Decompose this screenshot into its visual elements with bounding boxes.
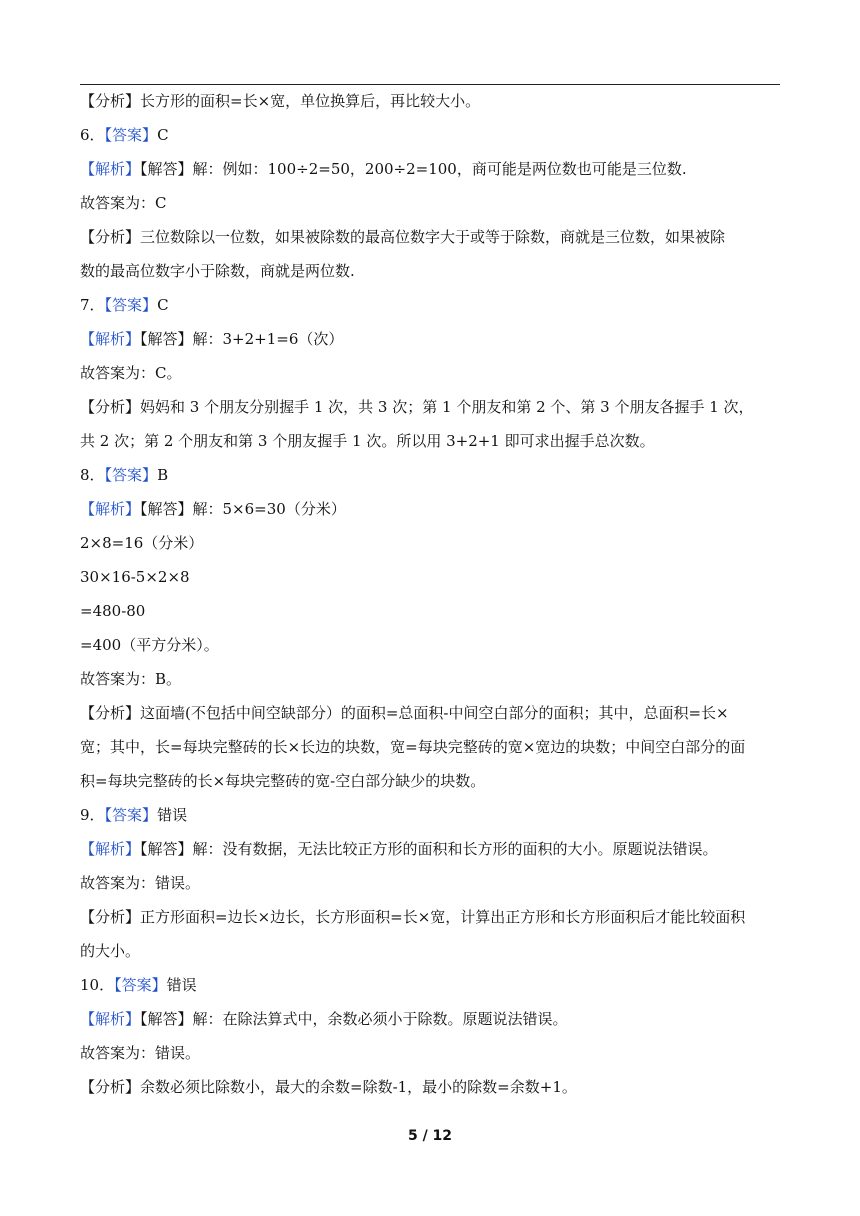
text-line: 宽；其中，长=每块完整砖的长×长边的块数，宽=每块完整砖的宽×宽边的块数；中间空白部分的面	[80, 738, 746, 756]
solution-line	[80, 322, 780, 356]
document-body	[80, 84, 780, 1104]
answer-line	[80, 458, 780, 492]
answer-tag: 【答案】	[114, 976, 167, 994]
analysis-tag: 【解析】	[80, 840, 141, 858]
text-line: 【分析】妈妈和 3 个朋友分别握手 1 次，共 3 次；第 1 个朋友和第 2 个、第 3 个朋友各握手 1 次，	[80, 398, 754, 416]
solution-line	[80, 152, 780, 186]
solution-line	[80, 1002, 780, 1036]
answer-tag: 【答案】	[104, 126, 158, 144]
text-line: 【分析】这面墙(不包括中间空缺部分）的面积=总面积-中间空白部分的面积；其中，总面积=长×	[80, 704, 729, 722]
text-line: 故答案为：B。	[80, 670, 182, 688]
text-line: 积=每块完整砖的长×每块完整砖的宽-空白部分缺少的块数。	[80, 772, 486, 790]
solution-text: 【解答】解：3+2+1=6（次）	[140, 330, 344, 348]
answer-tag: 【答案】	[104, 296, 158, 314]
answer-tag: 【答案】	[104, 466, 158, 484]
question-number: 9．	[80, 806, 105, 824]
text-line: 故答案为：C。	[80, 364, 182, 382]
solution-text: 【解答】解：5×6=30（分米）	[140, 500, 346, 518]
text-line: 故答案为：C	[80, 194, 167, 212]
answer-value: 错误	[157, 806, 188, 824]
analysis-tag: 【解析】	[80, 1010, 141, 1028]
question-number: 6．	[80, 126, 105, 144]
text-line: 【分析】长方形的面积=长×宽，单位换算后，再比较大小。	[80, 92, 481, 110]
answer-value: B	[157, 466, 169, 484]
answer-value: C	[157, 296, 169, 314]
solution-text: 【解答】解：例如：100÷2=50，200÷2=100，商可能是两位数也可能是三位数.	[140, 160, 687, 178]
analysis-tag: 【解析】	[80, 160, 141, 178]
analysis-tag: 【解析】	[80, 500, 141, 518]
text-line: 【分析】正方形面积=边长×边长，长方形面积=长×宽，计算出正方形和长方形面积后才能比较面积	[80, 908, 746, 926]
text-line: 2×8=16（分米）	[80, 534, 204, 552]
analysis-tag: 【解析】	[80, 330, 141, 348]
text-line: 数的最高位数字小于除数，商就是两位数.	[80, 262, 355, 280]
answer-line	[80, 798, 780, 832]
answer-line	[80, 968, 780, 1002]
question-number: 8．	[80, 466, 105, 484]
text-line: 【分析】三位数除以一位数，如果被除数的最高位数字大于或等于除数，商就是三位数，如果被除	[80, 228, 726, 246]
page-number: 5 / 12	[407, 1128, 453, 1144]
solution-text: 【解答】解：没有数据，无法比较正方形的面积和长方形的面积的大小。原题说法错误。	[140, 840, 718, 858]
text-line: =400（平方分米）。	[80, 636, 219, 654]
text-line: 故答案为：错误。	[80, 1044, 201, 1062]
solution-line	[80, 492, 780, 526]
text-line: =480-80	[80, 602, 146, 620]
solution-text: 【解答】解：在除法算式中，余数必须小于除数。原题说法错误。	[140, 1010, 568, 1028]
answer-tag: 【答案】	[104, 806, 158, 824]
solution-line	[80, 832, 780, 866]
question-number: 10．	[80, 976, 115, 994]
text-line: 【分析】余数必须比除数小，最大的余数=除数-1，最小的除数=余数+1。	[80, 1078, 577, 1096]
text-line: 故答案为：错误。	[80, 874, 201, 892]
answer-line	[80, 288, 780, 322]
text-line: 共 2 次；第 2 个朋友和第 3 个朋友握手 1 次。所以用 3+2+1 即可求出握手总次数。	[80, 432, 655, 450]
answer-value: C	[157, 126, 169, 144]
answer-line	[80, 118, 780, 152]
question-number: 7．	[80, 296, 105, 314]
text-line: 30×16-5×2×8	[80, 568, 190, 586]
text-line: 的大小。	[80, 942, 141, 960]
answer-value: 错误	[166, 976, 197, 994]
